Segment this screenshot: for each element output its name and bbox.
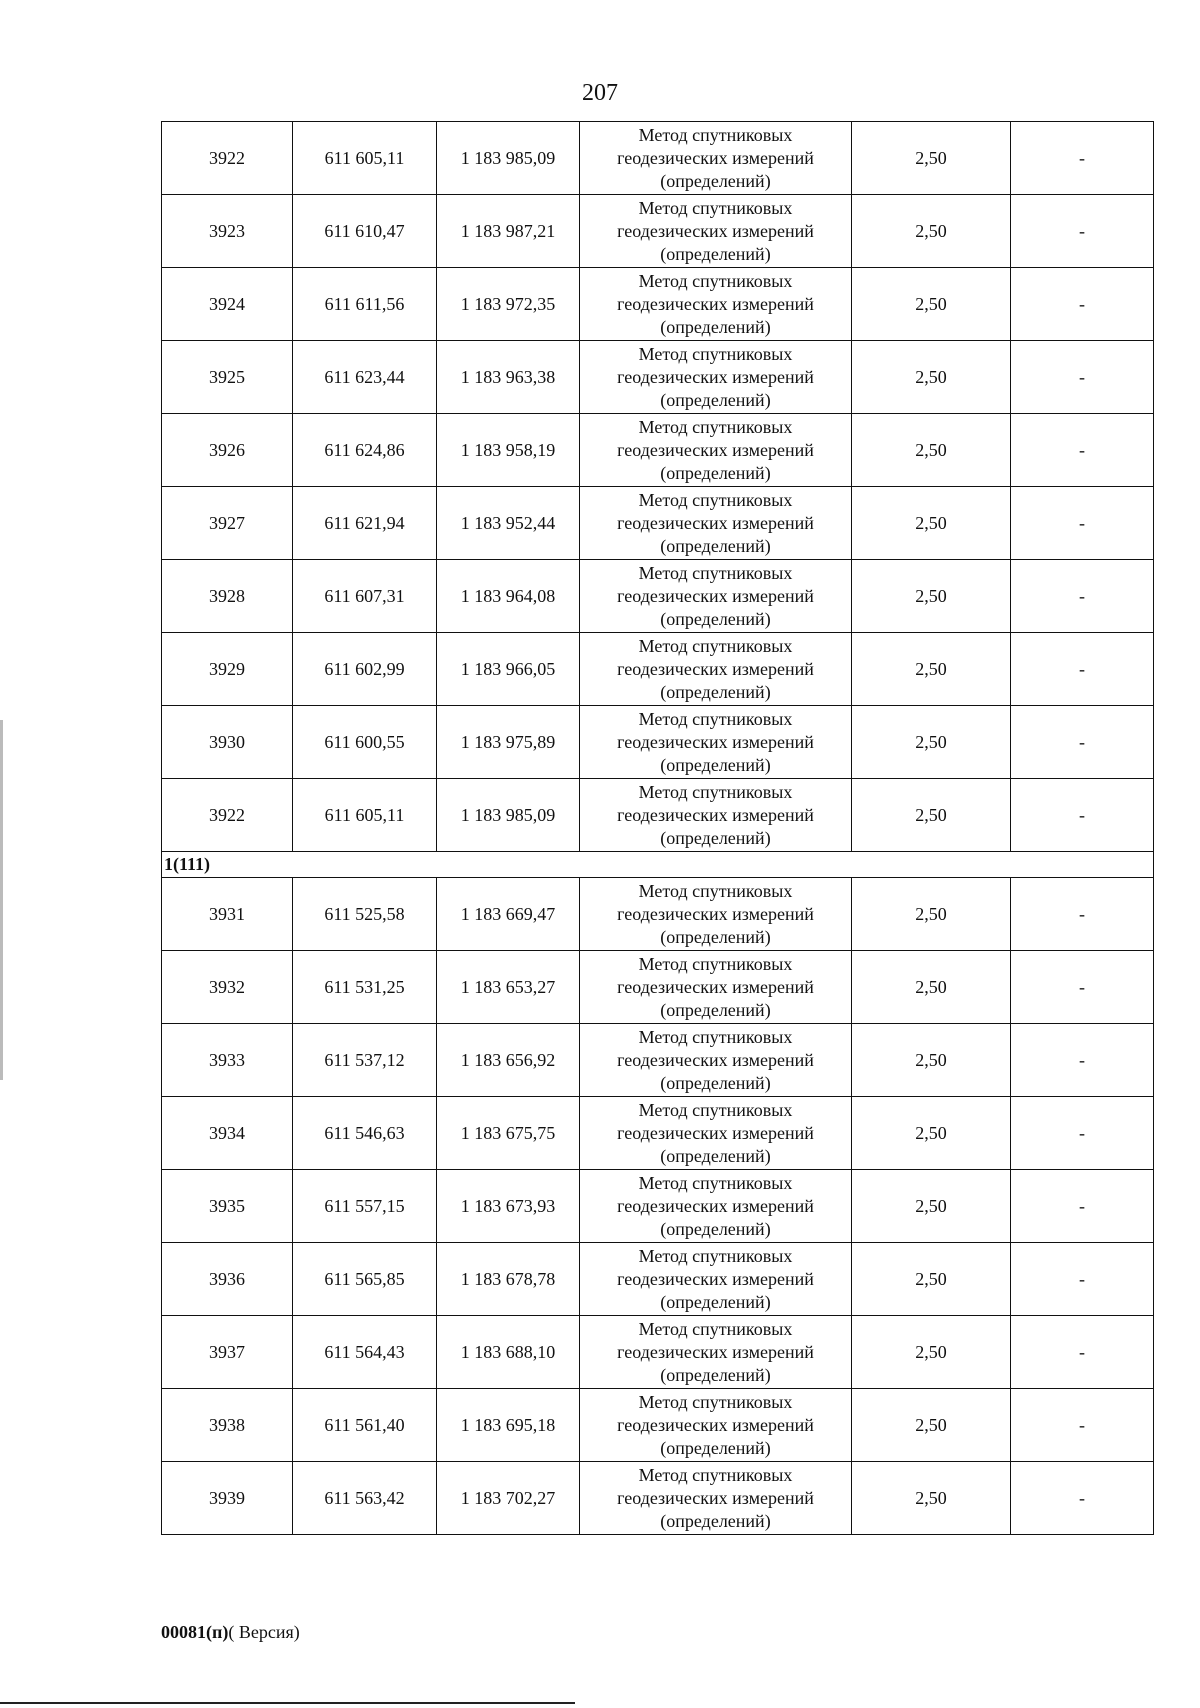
- x-coordinate-cell: 611 605,11: [293, 779, 437, 852]
- section-header-row: [162, 852, 1154, 878]
- point-id-cell: 3931: [162, 878, 293, 951]
- note-cell: -: [1011, 487, 1154, 560]
- x-coordinate-cell: 611 525,58: [293, 878, 437, 951]
- accuracy-cell: 2,50: [852, 1170, 1011, 1243]
- method-line: (определений): [660, 316, 771, 337]
- x-coordinate-cell: 611 563,42: [293, 1462, 437, 1535]
- table-row: [162, 1316, 1154, 1389]
- bottom-rule: [0, 1702, 575, 1704]
- method-line: геодезических измерений: [617, 585, 814, 606]
- point-id-cell: 3928: [162, 560, 293, 633]
- method-line: геодезических измерений: [617, 366, 814, 387]
- x-coordinate-cell: 611 602,99: [293, 633, 437, 706]
- accuracy-cell: 2,50: [852, 706, 1011, 779]
- x-coordinate-cell: 611 621,94: [293, 487, 437, 560]
- method-line: геодезических измерений: [617, 1049, 814, 1070]
- method-cell: [580, 1389, 852, 1462]
- x-coordinate-cell: 611 623,44: [293, 341, 437, 414]
- point-id-cell: 3933: [162, 1024, 293, 1097]
- method-line: (определений): [660, 170, 771, 191]
- method-cell: [580, 706, 852, 779]
- accuracy-cell: 2,50: [852, 1243, 1011, 1316]
- note-cell: -: [1011, 878, 1154, 951]
- method-cell: [580, 779, 852, 852]
- note-cell: -: [1011, 268, 1154, 341]
- method-line: геодезических измерений: [617, 512, 814, 533]
- accuracy-cell: 2,50: [852, 268, 1011, 341]
- accuracy-cell: 2,50: [852, 951, 1011, 1024]
- method-line: геодезических измерений: [617, 293, 814, 314]
- note-cell: -: [1011, 1316, 1154, 1389]
- x-coordinate-cell: 611 605,11: [293, 122, 437, 195]
- point-id-cell: 3938: [162, 1389, 293, 1462]
- method-line: Метод спутниковых: [638, 197, 793, 218]
- x-coordinate-cell: 611 546,63: [293, 1097, 437, 1170]
- method-line: (определений): [660, 754, 771, 775]
- method-cell: [580, 951, 852, 1024]
- table-row: [162, 633, 1154, 706]
- table-row: [162, 779, 1154, 852]
- x-coordinate-cell: 611 564,43: [293, 1316, 437, 1389]
- table-row: [162, 878, 1154, 951]
- method-line: геодезических измерений: [617, 731, 814, 752]
- table-row: [162, 560, 1154, 633]
- point-id-cell: 3927: [162, 487, 293, 560]
- method-cell: [580, 414, 852, 487]
- note-cell: -: [1011, 1097, 1154, 1170]
- table-row: [162, 1462, 1154, 1535]
- table-row: [162, 706, 1154, 779]
- y-coordinate-cell: 1 183 958,19: [437, 414, 580, 487]
- note-cell: -: [1011, 1243, 1154, 1316]
- x-coordinate-cell: 611 561,40: [293, 1389, 437, 1462]
- accuracy-cell: 2,50: [852, 414, 1011, 487]
- x-coordinate-cell: 611 531,25: [293, 951, 437, 1024]
- coordinates-table: [161, 121, 1154, 1535]
- accuracy-cell: 2,50: [852, 1389, 1011, 1462]
- method-cell: [580, 1097, 852, 1170]
- method-line: геодезических измерений: [617, 147, 814, 168]
- note-cell: -: [1011, 633, 1154, 706]
- accuracy-cell: 2,50: [852, 1316, 1011, 1389]
- y-coordinate-cell: 1 183 702,27: [437, 1462, 580, 1535]
- method-cell: [580, 560, 852, 633]
- method-line: Метод спутниковых: [638, 270, 793, 291]
- note-cell: -: [1011, 1462, 1154, 1535]
- method-line: (определений): [660, 1218, 771, 1239]
- y-coordinate-cell: 1 183 966,05: [437, 633, 580, 706]
- table-row: [162, 414, 1154, 487]
- method-line: Метод спутниковых: [638, 1099, 793, 1120]
- y-coordinate-cell: 1 183 678,78: [437, 1243, 580, 1316]
- y-coordinate-cell: 1 183 688,10: [437, 1316, 580, 1389]
- x-coordinate-cell: 611 600,55: [293, 706, 437, 779]
- note-cell: -: [1011, 951, 1154, 1024]
- method-line: (определений): [660, 1072, 771, 1093]
- method-line: (определений): [660, 608, 771, 629]
- table-row: [162, 122, 1154, 195]
- note-cell: -: [1011, 779, 1154, 852]
- y-coordinate-cell: 1 183 695,18: [437, 1389, 580, 1462]
- point-id-cell: 3934: [162, 1097, 293, 1170]
- y-coordinate-cell: 1 183 656,92: [437, 1024, 580, 1097]
- accuracy-cell: 2,50: [852, 633, 1011, 706]
- note-cell: -: [1011, 195, 1154, 268]
- method-line: Метод спутниковых: [638, 343, 793, 364]
- page-number: 207: [582, 80, 618, 106]
- method-line: геодезических измерений: [617, 658, 814, 679]
- accuracy-cell: 2,50: [852, 1024, 1011, 1097]
- method-line: геодезических измерений: [617, 1341, 814, 1362]
- method-cell: [580, 878, 852, 951]
- section-label: 1(111): [162, 852, 1154, 878]
- accuracy-cell: 2,50: [852, 878, 1011, 951]
- y-coordinate-cell: 1 183 987,21: [437, 195, 580, 268]
- method-line: геодезических измерений: [617, 1268, 814, 1289]
- y-coordinate-cell: 1 183 675,75: [437, 1097, 580, 1170]
- y-coordinate-cell: 1 183 963,38: [437, 341, 580, 414]
- method-line: (определений): [660, 681, 771, 702]
- y-coordinate-cell: 1 183 985,09: [437, 779, 580, 852]
- method-line: Метод спутниковых: [638, 635, 793, 656]
- method-cell: [580, 1170, 852, 1243]
- y-coordinate-cell: 1 183 972,35: [437, 268, 580, 341]
- table-row: [162, 487, 1154, 560]
- accuracy-cell: 2,50: [852, 195, 1011, 268]
- y-coordinate-cell: 1 183 964,08: [437, 560, 580, 633]
- x-coordinate-cell: 611 565,85: [293, 1243, 437, 1316]
- method-line: Метод спутниковых: [638, 781, 793, 802]
- method-cell: [580, 1316, 852, 1389]
- note-cell: -: [1011, 1170, 1154, 1243]
- method-line: Метод спутниковых: [638, 1464, 793, 1485]
- method-line: (определений): [660, 999, 771, 1020]
- method-line: геодезических измерений: [617, 220, 814, 241]
- method-cell: [580, 1024, 852, 1097]
- method-line: Метод спутниковых: [638, 708, 793, 729]
- table-row: [162, 951, 1154, 1024]
- method-line: геодезических измерений: [617, 1122, 814, 1143]
- point-id-cell: 3929: [162, 633, 293, 706]
- method-line: (определений): [660, 926, 771, 947]
- table-row: [162, 341, 1154, 414]
- note-cell: -: [1011, 414, 1154, 487]
- table-row: [162, 1024, 1154, 1097]
- method-cell: [580, 1243, 852, 1316]
- note-cell: -: [1011, 1389, 1154, 1462]
- method-line: (определений): [660, 389, 771, 410]
- table-body: [162, 122, 1154, 1535]
- method-line: (определений): [660, 1437, 771, 1458]
- point-id-cell: 3937: [162, 1316, 293, 1389]
- method-line: Метод спутниковых: [638, 1026, 793, 1047]
- method-line: геодезических измерений: [617, 903, 814, 924]
- point-id-cell: 3922: [162, 122, 293, 195]
- method-cell: [580, 195, 852, 268]
- method-line: Метод спутниковых: [638, 489, 793, 510]
- accuracy-cell: 2,50: [852, 487, 1011, 560]
- x-coordinate-cell: 611 610,47: [293, 195, 437, 268]
- note-cell: -: [1011, 706, 1154, 779]
- method-line: Метод спутниковых: [638, 562, 793, 583]
- x-coordinate-cell: 611 611,56: [293, 268, 437, 341]
- method-line: Метод спутниковых: [638, 1245, 793, 1266]
- method-line: геодезических измерений: [617, 1414, 814, 1435]
- method-line: (определений): [660, 462, 771, 483]
- point-id-cell: 3922: [162, 779, 293, 852]
- method-line: Метод спутниковых: [638, 1318, 793, 1339]
- point-id-cell: 3939: [162, 1462, 293, 1535]
- method-line: Метод спутниковых: [638, 1172, 793, 1193]
- accuracy-cell: 2,50: [852, 779, 1011, 852]
- table-row: [162, 1243, 1154, 1316]
- accuracy-cell: 2,50: [852, 1462, 1011, 1535]
- x-coordinate-cell: 611 607,31: [293, 560, 437, 633]
- method-cell: [580, 633, 852, 706]
- method-line: геодезических измерений: [617, 804, 814, 825]
- y-coordinate-cell: 1 183 952,44: [437, 487, 580, 560]
- x-coordinate-cell: 611 537,12: [293, 1024, 437, 1097]
- note-cell: -: [1011, 560, 1154, 633]
- method-line: (определений): [660, 1145, 771, 1166]
- method-line: (определений): [660, 243, 771, 264]
- x-coordinate-cell: 611 624,86: [293, 414, 437, 487]
- method-line: Метод спутниковых: [638, 124, 793, 145]
- point-id-cell: 3936: [162, 1243, 293, 1316]
- method-line: (определений): [660, 1291, 771, 1312]
- method-line: (определений): [660, 1510, 771, 1531]
- version-label: ( Версия): [228, 1622, 300, 1642]
- point-id-cell: 3926: [162, 414, 293, 487]
- note-cell: -: [1011, 341, 1154, 414]
- y-coordinate-cell: 1 183 975,89: [437, 706, 580, 779]
- method-cell: [580, 122, 852, 195]
- method-line: (определений): [660, 535, 771, 556]
- method-line: (определений): [660, 1364, 771, 1385]
- method-line: (определений): [660, 827, 771, 848]
- method-cell: [580, 341, 852, 414]
- method-line: геодезических измерений: [617, 976, 814, 997]
- point-id-cell: 3935: [162, 1170, 293, 1243]
- point-id-cell: 3923: [162, 195, 293, 268]
- point-id-cell: 3925: [162, 341, 293, 414]
- table-row: [162, 1170, 1154, 1243]
- y-coordinate-cell: 1 183 669,47: [437, 878, 580, 951]
- table-row: [162, 268, 1154, 341]
- y-coordinate-cell: 1 183 985,09: [437, 122, 580, 195]
- method-cell: [580, 1462, 852, 1535]
- point-id-cell: 3924: [162, 268, 293, 341]
- note-cell: -: [1011, 1024, 1154, 1097]
- method-cell: [580, 487, 852, 560]
- method-line: геодезических измерений: [617, 1487, 814, 1508]
- accuracy-cell: 2,50: [852, 1097, 1011, 1170]
- method-line: Метод спутниковых: [638, 880, 793, 901]
- scan-edge-mark: [0, 720, 3, 1080]
- y-coordinate-cell: 1 183 653,27: [437, 951, 580, 1024]
- document-version-code: [161, 1622, 300, 1643]
- table-row: [162, 1097, 1154, 1170]
- point-id-cell: 3930: [162, 706, 293, 779]
- method-line: геодезических измерений: [617, 439, 814, 460]
- accuracy-cell: 2,50: [852, 122, 1011, 195]
- point-id-cell: 3932: [162, 951, 293, 1024]
- note-cell: -: [1011, 122, 1154, 195]
- method-line: Метод спутниковых: [638, 1391, 793, 1412]
- method-line: Метод спутниковых: [638, 953, 793, 974]
- table-row: [162, 195, 1154, 268]
- table-row: [162, 1389, 1154, 1462]
- document-code: 00081(п): [161, 1622, 229, 1642]
- method-cell: [580, 268, 852, 341]
- y-coordinate-cell: 1 183 673,93: [437, 1170, 580, 1243]
- accuracy-cell: 2,50: [852, 341, 1011, 414]
- method-line: Метод спутниковых: [638, 416, 793, 437]
- accuracy-cell: 2,50: [852, 560, 1011, 633]
- x-coordinate-cell: 611 557,15: [293, 1170, 437, 1243]
- method-line: геодезических измерений: [617, 1195, 814, 1216]
